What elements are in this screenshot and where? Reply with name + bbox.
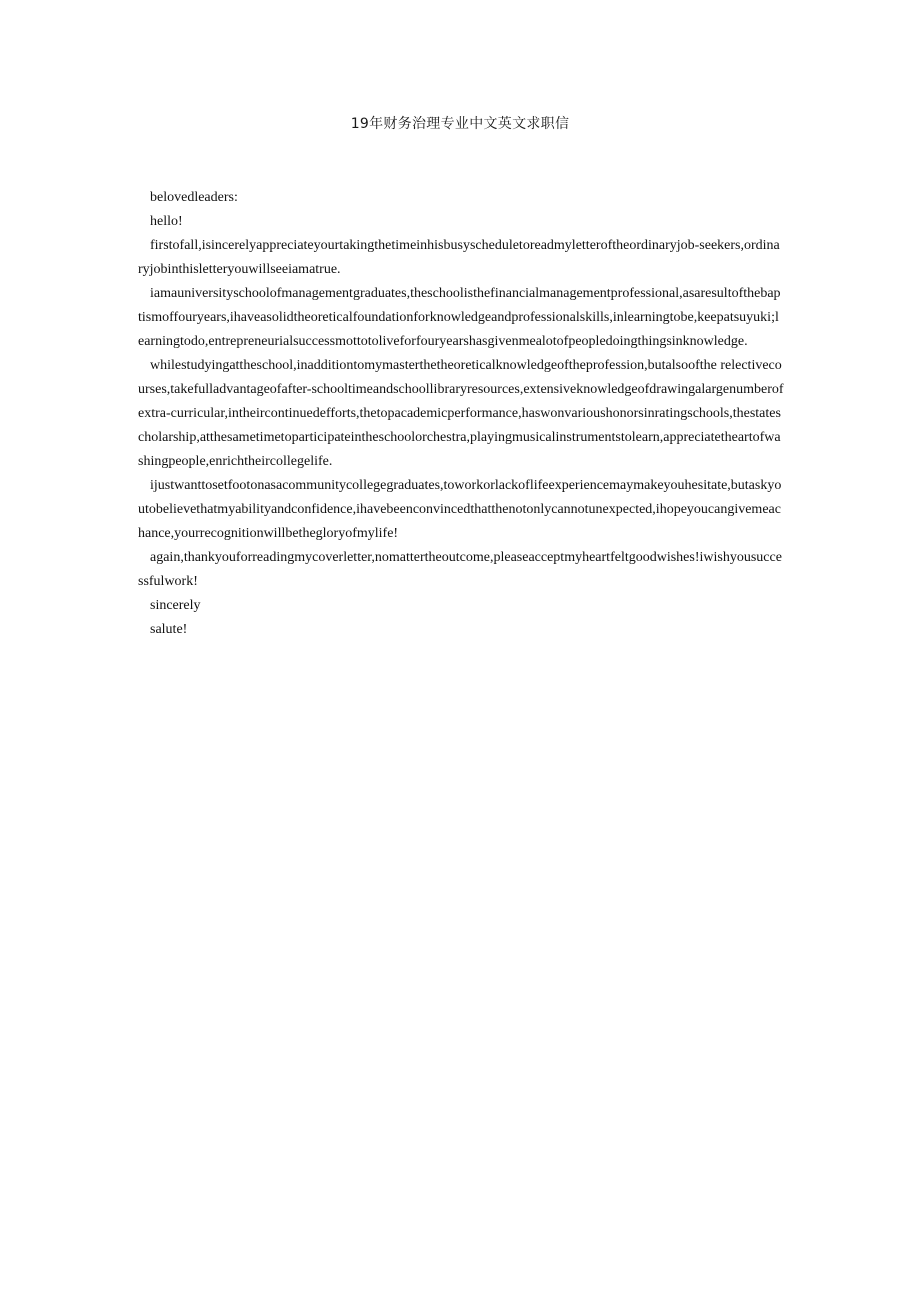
paragraph-school-life: whilestudyingattheschool,inadditiontomymasterthetheoreticalknowledgeoftheprofession,butalsoofthe relectivecourses,takefulladvantageofafter-schooltimeandschoollibraryresources,extensiveknowledgeofdrawingalargenumberofextra-curricular,intheircontinuedefforts,thetopacademicperformance,haswonvarioushonorsinratingschools,thestatescholarship,atthesametimetoparticipateintheschoolorchestra,playingmusicalinstrumentstolearn,appreciatetheartofwashingpeople,enrichtheircollegelife.	[138, 358, 784, 469]
closing: sincerely	[150, 598, 201, 613]
paragraph-thanks: again,thankyouforreadingmycoverletter,nomattertheoutcome,pleaseacceptmyheartfeltgoodwishes!iwishyousuccessfulwork!	[138, 550, 782, 589]
paragraph-request: ijustwanttosetfootonasacommunitycollegegraduates,toworkorlackoflifeexperiencemaymakeyouhesitate,butaskyoutobelievethatmyabilityandconfidence,ihavebeenconvincedthatthenotonlycannotunexpected,ihopeyoucangivemeachance,yourrecognitionwillbethegloryofmylife!	[138, 478, 782, 541]
paragraph-education: iamauniversityschoolofmanagementgraduates,theschoolisthefinancialmanagementprofessional,asaresultofthebaptismoffouryears,ihaveasolidtheoreticalfoundationforknowledgeandprofessionalskills,inlearningtobe,keepatsuyuki;learningtodo,entrepreneurialsuccessmottotoliveforfouryearshasgivenmealotofpeopledoingthingsinknowledge.	[138, 286, 781, 349]
document-title: 19年财务治理专业中文英文求职信	[350, 116, 570, 132]
greeting: hello!	[150, 214, 183, 229]
sign-off: salute!	[150, 622, 188, 637]
paragraph-intro: firstofall,isincerelyappreciateyourtakingthetimeinhisbusyscheduletoreadmyletteroftheordinaryjob-seekers,ordinaryjobinthisletteryouwillseeiamatrue.	[138, 238, 780, 277]
salutation: belovedleaders:	[150, 190, 238, 205]
letter-body	[138, 186, 784, 642]
